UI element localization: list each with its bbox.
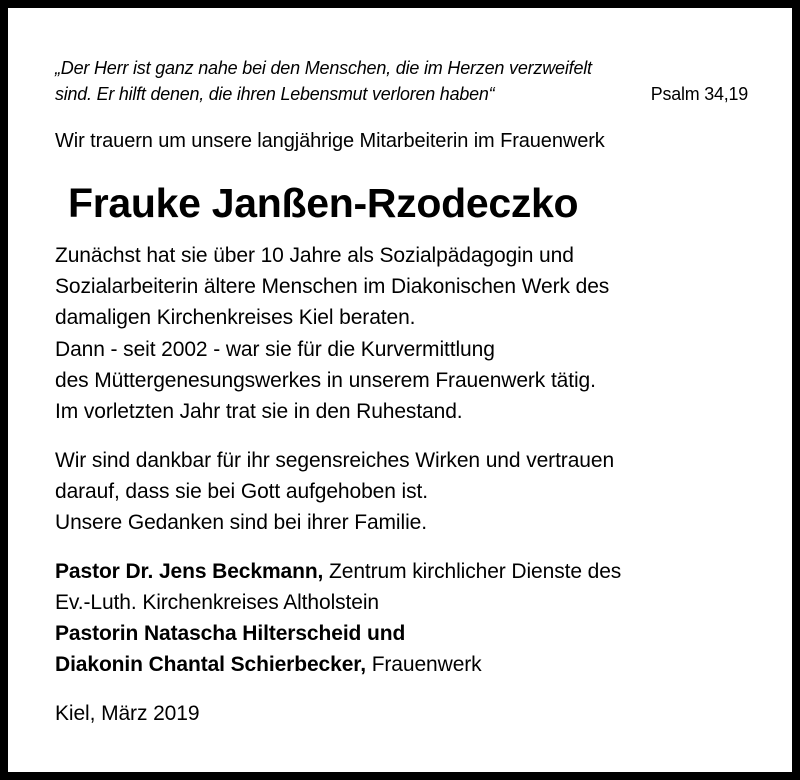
signatory-affiliation: Zentrum kirchlicher Dienste des (323, 560, 622, 583)
signatory-name: Pastorin Natascha Hilterscheid und (55, 622, 406, 645)
signatory-name: Diakonin Chantal Schierbecker, (55, 653, 366, 676)
signature-2 (55, 622, 405, 646)
quote-line-2 (55, 84, 748, 105)
body-line: damaligen Kirchenkreises Kiel beraten. (55, 306, 416, 329)
body-line: des Müttergenesungswerkes in unserem Frauenwerk tätig. (55, 369, 596, 392)
signature-1-line-2: Ev.-Luth. Kirchenkreises Altholstein (55, 591, 380, 614)
body-line: Dann - seit 2002 - war sie für die Kurvermittlung (55, 338, 495, 361)
signature-1 (55, 560, 621, 584)
body-line: Zunächst hat sie über 10 Jahre als Sozialpädagogin und (55, 244, 574, 267)
body-line: darauf, dass sie bei Gott aufgehoben ist. (55, 480, 428, 503)
quote-text: sind. Er hilft denen, die ihren Lebensmut verloren haben“ (55, 84, 495, 104)
place-date: Kiel, März 2019 (55, 702, 200, 725)
deceased-name: Frauke Janßen-Rzodeczko (68, 180, 579, 226)
body-line: Im vorletzten Jahr trat sie in den Ruhestand. (55, 400, 463, 423)
signatory-name: Pastor Dr. Jens Beckmann, (55, 560, 324, 583)
signature-3 (55, 653, 482, 677)
body-line: Wir sind dankbar für ihr segensreiches Wirken und vertrauen (55, 449, 615, 472)
signatory-affiliation: Frauenwerk (365, 653, 482, 676)
quote-source: Psalm 34,19 (650, 84, 748, 104)
body-line: Sozialarbeiterin ältere Menschen im Diakonischen Werk des (55, 275, 610, 298)
intro-line: Wir trauern um unsere langjährige Mitarbeiterin im Frauenwerk (55, 130, 605, 152)
body-line: Unsere Gedanken sind bei ihrer Familie. (55, 511, 427, 534)
quote-line-1: „Der Herr ist ganz nahe bei den Menschen, die im Herzen verzweifelt (55, 58, 592, 78)
